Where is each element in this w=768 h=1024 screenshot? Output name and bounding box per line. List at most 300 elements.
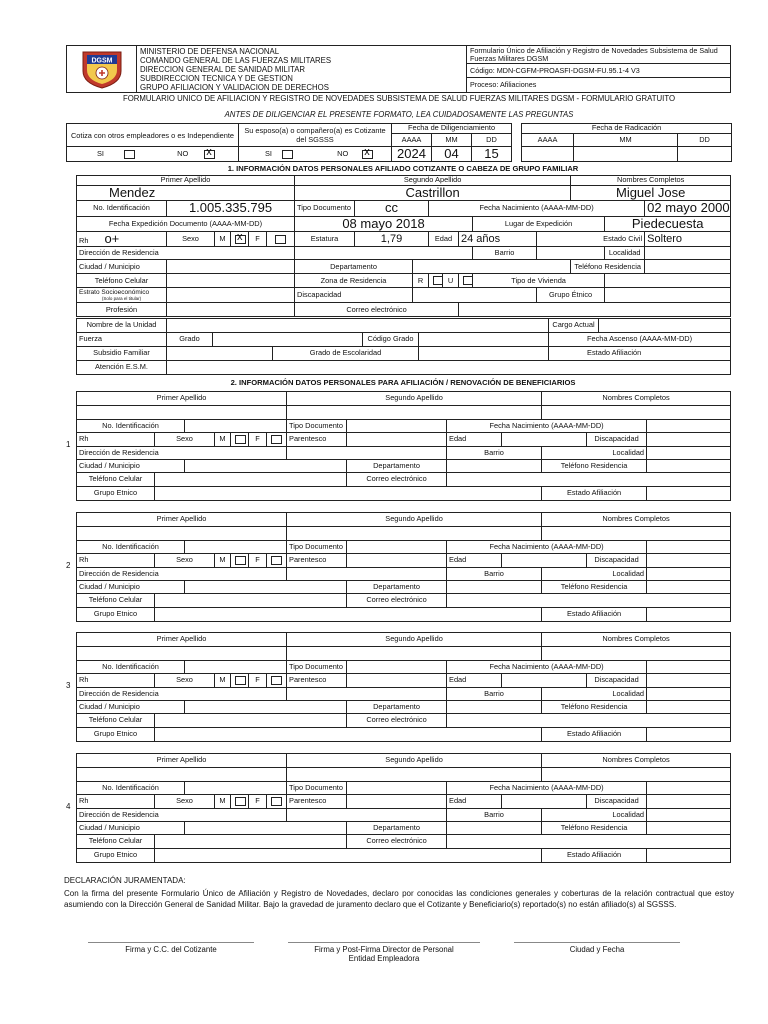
grupo-etnico-label: Grupo Etnico (77, 728, 155, 742)
tipo-doc-label: Tipo Documento (287, 661, 347, 674)
dgsm-logo (67, 46, 137, 92)
cod-grado-field[interactable] (419, 333, 549, 347)
estado-af-field[interactable] (647, 487, 731, 501)
departamento-field[interactable] (447, 581, 542, 594)
estado-af-label: Estado Afiliación (542, 728, 647, 742)
section-2-title: 2. INFORMACIÓN DATOS PERSONALES PARA AFILIACIÓN / RENOVACIÓN DE BENEFICIARIOS (230, 378, 576, 387)
no-id-field[interactable] (185, 420, 287, 433)
sexo-m-cell (231, 554, 249, 568)
fecha-nac-field[interactable] (647, 420, 731, 433)
rad-year-field[interactable] (522, 147, 574, 162)
departamento-label: Departamento (347, 581, 447, 594)
parentesco-field[interactable] (347, 795, 447, 809)
correo-field[interactable] (447, 473, 731, 487)
q2-si-checkbox[interactable] (282, 150, 293, 159)
unidad-label: Nombre de la Unidad (77, 319, 167, 333)
nombres-field[interactable]: Miguel Jose (571, 186, 731, 201)
edad-label: Edad (447, 554, 502, 568)
barrio-label: Barrio (447, 688, 542, 701)
beneficiary-table (76, 391, 731, 501)
grupo-etnico-field[interactable] (155, 849, 542, 863)
grupo-etnico-label: Grupo Etnico (77, 487, 155, 501)
ministry-block (137, 46, 467, 92)
sexo-f-cell (267, 231, 295, 246)
tel-res-label: Teléfono Residencia (571, 260, 645, 274)
direccion-field[interactable] (287, 447, 447, 460)
rh-label: Rh (77, 674, 155, 688)
estado-af-label: Estado Afiliación (542, 487, 647, 501)
sexo-f-cell (267, 433, 287, 447)
discapacidad-label: Discapacidad (295, 288, 413, 303)
sexo-label: Sexo (155, 554, 215, 568)
primer-apellido-label: Primer Apellido (77, 633, 287, 647)
dil-day-field[interactable]: 15 (472, 147, 512, 162)
sexo-label: Sexo (167, 231, 215, 246)
fecha-nac-label: Fecha Nacimiento (AAAA-MM-DD) (429, 201, 645, 216)
correo-label: Correo electrónico (347, 473, 447, 487)
barrio-label: Barrio (447, 568, 542, 581)
correo-field[interactable] (447, 714, 731, 728)
estatura-field[interactable]: 1,79 (355, 231, 429, 246)
rh-label: Rh (77, 554, 155, 568)
nombres-label: Nombres Completos (542, 513, 731, 527)
nombres-label: Nombres Completos (542, 392, 731, 406)
subsidio-field[interactable] (167, 347, 273, 361)
form-title-short: Formulario Único de Afiliación y Registro de Novedades Subsistema de Salud Fuerzas Militares DGSM (467, 46, 730, 64)
barrio-field[interactable] (537, 247, 605, 260)
tipo-doc-label: Tipo Documento (287, 420, 347, 433)
cargo-label: Cargo Actual (549, 319, 599, 333)
departamento-label: Departamento (347, 701, 447, 714)
grado-esc-field[interactable] (419, 347, 549, 361)
no-id-label: No. Identificación (77, 420, 185, 433)
primer-apellido-field[interactable] (77, 406, 287, 420)
tel-cel-label: Teléfono Celular (77, 835, 155, 849)
tipo-viv-label: Tipo de Vivienda (473, 274, 605, 288)
direccion-field[interactable] (287, 688, 447, 701)
signature-director[interactable] (288, 942, 480, 963)
fuerza-label: Fuerza (77, 333, 167, 347)
nombres-label: Nombres Completos (542, 754, 731, 768)
estrato-field[interactable] (167, 288, 295, 303)
no-label: NO (177, 149, 189, 159)
ciudad-label: Ciudad / Municipio (77, 822, 185, 835)
beneficiary-number: 3 (66, 681, 71, 690)
zona-label: Zona de Residencia (295, 274, 413, 288)
fecha-diligenciamiento-label: Fecha de Diligenciamiento (392, 124, 512, 134)
estado-af-label: Estado Afiliación (542, 608, 647, 622)
sexo-f-cell (267, 674, 287, 688)
profesion-field[interactable] (167, 303, 295, 317)
correo-field[interactable] (447, 835, 731, 849)
segundo-apellido-label: Segundo Apellido (287, 754, 542, 768)
instruction-text: ANTES DE DILIGENCIAR EL PRESENTE FORMATO, LEA CUIDADOSAMENTE LAS PREGUNTAS (224, 110, 574, 119)
fecha-nac-label: Fecha Nacimiento (AAAA-MM-DD) (447, 661, 647, 674)
localidad-label: Localidad (542, 688, 647, 701)
tel-cel-label: Teléfono Celular (77, 594, 155, 608)
fecha-nac-field[interactable] (647, 661, 731, 674)
dil-year-field[interactable]: 2024 (392, 147, 432, 162)
q-otros-empleadores: Cotiza con otros empleadores o es Independiente (67, 124, 239, 147)
grupo-etnico-field[interactable] (155, 487, 542, 501)
edad-field[interactable] (502, 554, 587, 568)
edad-field[interactable]: 24 años (459, 231, 537, 246)
tipo-doc-label: Tipo Documento (287, 782, 347, 795)
q-conyuge-cotizante: Su esposo(a) o compañero(a) es Cotizante del SGSSS (239, 124, 392, 147)
zona-u-cell (459, 274, 473, 288)
fecha-exp-field[interactable]: 08 mayo 2018 (295, 216, 473, 231)
rh-field[interactable]: o+ (104, 231, 120, 246)
svg-text:DGSM: DGSM (91, 57, 112, 65)
dd-label: DD (678, 134, 732, 147)
tipo-doc-label: Tipo Documento (295, 201, 355, 216)
edad-field[interactable] (502, 795, 587, 809)
localidad-label: Localidad (542, 568, 647, 581)
unidad-field[interactable] (167, 319, 549, 333)
no-id-label: No. Identificación (77, 201, 167, 216)
sexo-m-label: M (215, 433, 231, 447)
tel-cel-label: Teléfono Celular (77, 714, 155, 728)
no-id-field[interactable] (185, 661, 287, 674)
correo-label: Correo electrónico (347, 714, 447, 728)
dd-label: DD (472, 134, 512, 147)
si-label: SI (97, 149, 104, 159)
tipo-doc-label: Tipo Documento (287, 541, 347, 554)
estado-af-cell (549, 347, 731, 361)
no-id-field[interactable]: 1.005.335.795 (167, 201, 295, 216)
top-questions-table (66, 123, 732, 162)
fecha-nac-label: Fecha Nacimiento (AAAA-MM-DD) (447, 782, 647, 795)
sexo-f-cell (267, 554, 287, 568)
grupo-etnico-field[interactable] (605, 288, 731, 303)
atencion-label: Atención E.S.M. (77, 361, 167, 375)
estado-af-label: Estado Afiliación (542, 849, 647, 863)
tel-cel-field[interactable] (155, 473, 347, 487)
estado-civil-field[interactable]: Soltero (645, 231, 731, 246)
departamento-field[interactable] (447, 701, 542, 714)
profesion-label: Profesión (77, 303, 167, 317)
discapacidad-field[interactable] (413, 288, 537, 303)
sexo-f-label: F (249, 674, 267, 688)
estado-af-field[interactable] (647, 849, 731, 863)
edad-label: Edad (447, 795, 502, 809)
tel-cel-field[interactable] (155, 835, 347, 849)
segundo-apellido-field[interactable] (287, 406, 542, 420)
mm-label: MM (432, 134, 472, 147)
primer-apellido-field[interactable] (77, 647, 287, 661)
primer-apellido-field[interactable] (77, 768, 287, 782)
beneficiary-number: 1 (66, 440, 71, 449)
tipo-doc-field[interactable]: cc (355, 201, 429, 216)
sexo-label: Sexo (155, 433, 215, 447)
parentesco-field[interactable] (347, 674, 447, 688)
sexo-f-cell (267, 795, 287, 809)
parentesco-label: Parentesco (287, 433, 347, 447)
no-id-label: No. Identificación (77, 661, 185, 674)
parentesco-label: Parentesco (287, 554, 347, 568)
q1-no-checkbox[interactable] (204, 150, 215, 159)
sexo-m-cell (231, 674, 249, 688)
dil-month-field[interactable]: 04 (432, 147, 472, 162)
aaaa-label: AAAA (392, 134, 432, 147)
fecha-nac-field[interactable] (647, 541, 731, 554)
localidad-label: Localidad (542, 809, 647, 822)
beneficiary-table (76, 632, 731, 742)
ciudad-field[interactable] (185, 701, 347, 714)
form-process: Proceso: Afiliaciones (470, 80, 537, 89)
tipo-doc-field[interactable] (347, 541, 447, 554)
sexo-f-label: F (249, 795, 267, 809)
correo-label: Correo electrónico (347, 835, 447, 849)
sexo-m-checkbox[interactable] (235, 797, 246, 806)
ciudad-label: Ciudad / Municipio (77, 701, 185, 714)
q2-no-checkbox[interactable] (362, 150, 373, 159)
zona-r-checkbox[interactable] (433, 276, 443, 285)
no-label: NO (337, 149, 349, 159)
direccion-field[interactable] (287, 568, 447, 581)
rh-cell (77, 231, 167, 246)
sexo-m-cell (231, 433, 249, 447)
direccion-field[interactable] (287, 809, 447, 822)
direccion-label: Dirección de Residencia (77, 809, 287, 822)
aaaa-label: AAAA (522, 134, 574, 147)
segundo-apellido-field[interactable]: Castrillon (295, 186, 571, 201)
grupo-etnico-label: Grupo Etnico (77, 608, 155, 622)
subsidio-label: Subsidio Familiar (77, 347, 167, 361)
tipo-doc-field[interactable] (347, 661, 447, 674)
primer-apellido-label: Primer Apellido (77, 513, 287, 527)
segundo-apellido-field[interactable] (287, 768, 542, 782)
tel-cel-label: Teléfono Celular (77, 274, 167, 288)
tel-res-label: Teléfono Residencia (542, 460, 647, 473)
correo-field[interactable] (459, 303, 731, 317)
nombres-field[interactable] (542, 406, 731, 420)
sexo-m-label: M (215, 674, 231, 688)
sexo-m-cell (231, 795, 249, 809)
nombres-label: Nombres Completos (571, 176, 731, 186)
tel-res-field[interactable] (647, 822, 731, 835)
estado-af-field[interactable] (647, 608, 731, 622)
parentesco-field[interactable] (347, 433, 447, 447)
edad-label: Edad (447, 433, 502, 447)
signature-cotizante-label: Firma y C.C. del Cotizante (125, 945, 217, 954)
localidad-label: Localidad (605, 247, 645, 260)
zona-u-label: U (443, 274, 459, 288)
direccion-field[interactable] (295, 247, 473, 260)
segundo-apellido-label: Segundo Apellido (295, 176, 571, 186)
barrio-label: Barrio (447, 809, 542, 822)
edad-field[interactable] (502, 433, 587, 447)
edad-label: Edad (447, 674, 502, 688)
ministry-line: DIRECCION GENERAL DE SANIDAD MILITAR (140, 65, 306, 74)
nombres-field[interactable] (542, 527, 731, 541)
tel-res-label: Teléfono Residencia (542, 701, 647, 714)
tel-res-field[interactable] (647, 460, 731, 473)
sexo-m-checkbox[interactable] (235, 435, 246, 444)
rh-label: Rh (77, 433, 155, 447)
departamento-field[interactable] (413, 260, 571, 274)
localidad-field[interactable] (647, 447, 731, 460)
ministry-line: COMANDO GENERAL DE LAS FUERZAS MILITARES (140, 56, 332, 65)
q1-answer (67, 147, 239, 162)
zona-u-checkbox[interactable] (463, 276, 473, 285)
primer-apellido-label: Primer Apellido (77, 392, 287, 406)
barrio-label: Barrio (473, 247, 537, 260)
grupo-etnico-field[interactable] (155, 608, 542, 622)
ciudad-field[interactable] (185, 460, 347, 473)
nombres-field[interactable] (542, 768, 731, 782)
lugar-exp-field[interactable]: Piedecuesta (605, 216, 731, 231)
fecha-nac-field[interactable] (647, 782, 731, 795)
grado-label: Grado (167, 333, 213, 347)
tipo-doc-field[interactable] (347, 420, 447, 433)
beneficiary-table (76, 753, 731, 863)
ministry-line: MINISTERIO DE DEFENSA NACIONAL (140, 47, 280, 56)
primer-apellido-field[interactable] (77, 527, 287, 541)
no-id-field[interactable] (185, 541, 287, 554)
signature-entidad-label: Entidad Empleadora (348, 953, 420, 963)
localidad-field[interactable] (645, 247, 731, 260)
discapacidad-field[interactable] (647, 433, 731, 447)
grupo-etnico-label: Grupo Étnico (537, 288, 605, 303)
q1-si-checkbox[interactable] (124, 150, 135, 159)
cod-grado-label: Código Grado (363, 333, 419, 347)
edad-label: Edad (429, 231, 459, 246)
beneficiary-table (76, 512, 731, 622)
zona-r-cell (429, 274, 443, 288)
discapacidad-label: Discapacidad (587, 554, 647, 568)
sexo-f-checkbox[interactable] (271, 435, 282, 444)
localidad-field[interactable] (647, 568, 731, 581)
sexo-f-label: F (249, 433, 267, 447)
sexo-f-checkbox[interactable] (275, 235, 286, 244)
sexo-m-label: M (215, 795, 231, 809)
declaration-text: Con la firma del presente Formulario Único de Afiliación y Registro de Novedades, declaro por conocidas las condiciones generales y coberturas de la relación contractual que estoy asumiendo con la Dirección General de Sanidad Militar. Bajo la gravedad de juramento declaro que el Cotizante y Beneficiario(s) reportado(s) no están afiliado(s) al SGSSS. (64, 889, 734, 909)
unidad-table (76, 318, 731, 375)
estrato-note: (Solo para el titular) (101, 296, 142, 302)
segundo-apellido-label: Segundo Apellido (287, 513, 542, 527)
sexo-label: Sexo (155, 795, 215, 809)
signature-cotizante[interactable] (88, 942, 254, 955)
estado-af-field[interactable] (647, 728, 731, 742)
grupo-etnico-field[interactable] (155, 728, 542, 742)
primer-apellido-label: Primer Apellido (77, 754, 287, 768)
atencion-field[interactable] (167, 361, 731, 375)
departamento-label: Departamento (295, 260, 413, 274)
grado-esc-label: Grado de Escolaridad (273, 347, 419, 361)
shield-icon (79, 49, 125, 89)
nombres-field[interactable] (542, 647, 731, 661)
sexo-f-checkbox[interactable] (271, 556, 282, 565)
localidad-field[interactable] (647, 809, 731, 822)
direccion-label: Dirección de Residencia (77, 447, 287, 460)
direccion-label: Dirección de Residencia (77, 568, 287, 581)
departamento-label: Departamento (347, 822, 447, 835)
sexo-f-checkbox[interactable] (271, 797, 282, 806)
tipo-doc-field[interactable] (347, 782, 447, 795)
tel-res-label: Teléfono Residencia (542, 581, 647, 594)
discapacidad-label: Discapacidad (587, 433, 647, 447)
no-id-field[interactable] (185, 782, 287, 795)
parentesco-field[interactable] (347, 554, 447, 568)
tel-cel-field[interactable] (155, 594, 347, 608)
estatura-label: Estatura (295, 231, 355, 246)
correo-label: Correo electrónico (295, 303, 459, 317)
departamento-label: Departamento (347, 460, 447, 473)
departamento-field[interactable] (447, 822, 542, 835)
form-title: FORMULARIO UNICO DE AFILIACION Y REGISTRO DE NOVEDADES SUBSISTEMA DE SALUD FUERZAS MILITARES DGSM - FORMULARIO GRATUITO (122, 94, 676, 103)
sexo-f-checkbox[interactable] (271, 676, 282, 685)
form-code-block (467, 46, 730, 92)
sexo-label: Sexo (155, 674, 215, 688)
primer-apellido-field[interactable]: Mendez (77, 186, 295, 201)
ciudad-field[interactable] (185, 581, 347, 594)
direccion-label: Dirección de Residencia (77, 247, 295, 260)
tel-cel-field[interactable] (155, 714, 347, 728)
cargo-field[interactable] (599, 319, 731, 333)
tel-cel-label: Teléfono Celular (77, 473, 155, 487)
sexo-f-label: F (249, 554, 267, 568)
discapacidad-field[interactable] (647, 795, 731, 809)
sexo-m-label: M (215, 231, 231, 246)
ministry-line: GRUPO AFILIACION Y VALIDACION DE DERECHOS (140, 83, 329, 92)
sexo-m-checkbox[interactable] (235, 676, 246, 685)
ciudad-label: Ciudad / Municipio (77, 581, 185, 594)
tel-res-field[interactable] (647, 581, 731, 594)
segundo-apellido-field[interactable] (287, 527, 542, 541)
ciudad-label: Ciudad / Municipio (77, 460, 185, 473)
fecha-nac-label: Fecha Nacimiento (AAAA-MM-DD) (447, 541, 647, 554)
ciudad-field[interactable] (167, 260, 295, 274)
declaration-title: DECLARACIÓN JURAMENTADA: (64, 876, 186, 885)
signature-director-label: Firma y Post-Firma Director de Personal (314, 945, 454, 954)
discapacidad-field[interactable] (647, 554, 731, 568)
ciudad-label: Ciudad / Municipio (77, 260, 167, 274)
estado-civil-label: Estado Civil (537, 231, 645, 246)
tel-res-field[interactable] (647, 701, 731, 714)
rad-month-field[interactable] (574, 147, 678, 162)
tel-res-field[interactable] (645, 260, 731, 274)
barrio-label: Barrio (447, 447, 542, 460)
ciudad-field[interactable] (185, 822, 347, 835)
edad-field[interactable] (502, 674, 587, 688)
sexo-f-label: F (249, 231, 267, 246)
rad-day-field[interactable] (678, 147, 732, 162)
estado-af-label: Estado Afiliación (587, 348, 642, 358)
correo-field[interactable] (447, 594, 731, 608)
q2-answer (239, 147, 392, 162)
grupo-etnico-label: Grupo Etnico (77, 849, 155, 863)
sexo-m-checkbox[interactable] (235, 235, 246, 244)
departamento-field[interactable] (447, 460, 542, 473)
discapacidad-field[interactable] (647, 674, 731, 688)
fecha-ascenso-label: Fecha Ascenso (AAAA-MM-DD) (549, 333, 731, 347)
sexo-m-checkbox[interactable] (235, 556, 246, 565)
beneficiary-number: 2 (66, 561, 71, 570)
direccion-label: Dirección de Residencia (77, 688, 287, 701)
sexo-m-cell (231, 231, 249, 246)
localidad-field[interactable] (647, 688, 731, 701)
fecha-nac-field[interactable]: 02 mayo 2000 (645, 201, 731, 216)
grado-field[interactable] (213, 333, 363, 347)
estrato-label: Estrato Socioeconómico (79, 289, 150, 297)
tipo-viv-field[interactable] (605, 274, 731, 288)
segundo-apellido-field[interactable] (287, 647, 542, 661)
signature-ciudad-fecha[interactable] (514, 942, 680, 955)
fecha-nac-label: Fecha Nacimiento (AAAA-MM-DD) (447, 420, 647, 433)
correo-label: Correo electrónico (347, 594, 447, 608)
tel-cel-field[interactable] (167, 274, 295, 288)
